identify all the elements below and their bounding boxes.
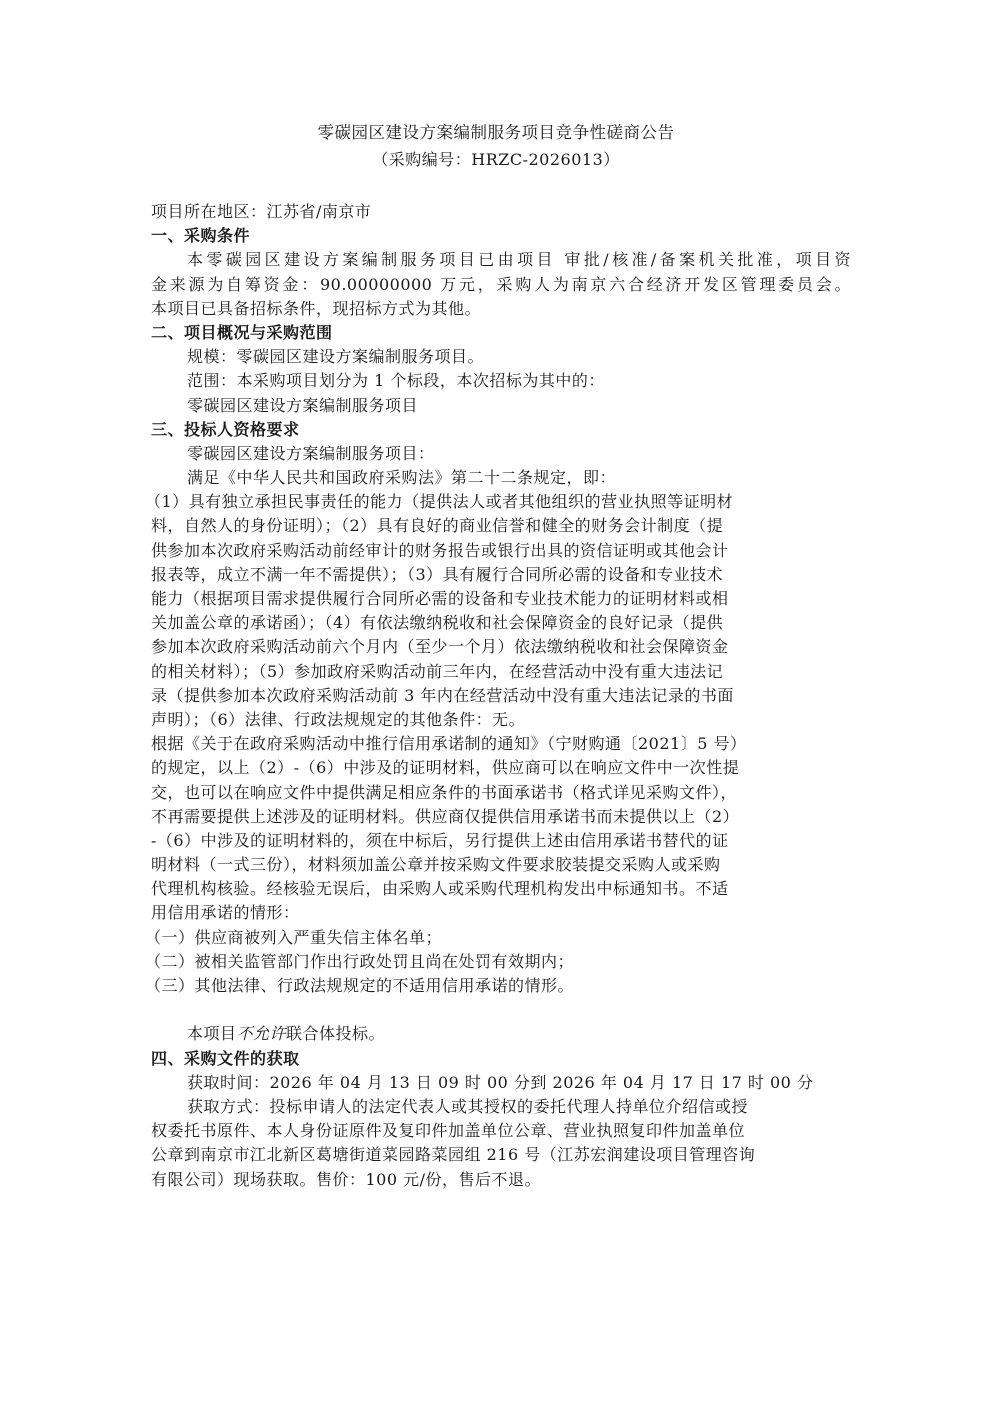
page-title: 零碳园区建设方案编制服务项目竞争性磋商公告 — [317, 123, 675, 142]
paragraph-line: 获取时间：2026 年 04 月 13 日 09 时 00 分到 2026 年 04 月 17 日 17 时 00 分 — [187, 1072, 814, 1092]
paragraph-line: 规模：零碳园区建设方案编制服务项目。 — [187, 347, 485, 367]
paragraph-line: 不再需要提供上述涉及的证明材料。供应商仅提供信用承诺书而未提供以上（2） — [151, 806, 740, 826]
paragraph-line: 获取方式：投标申请人的法定代表人或其授权的委托代理人持单位介绍信或授 — [187, 1096, 749, 1116]
paragraph-line: 本项目已具备招标条件，现招标方式为其他。 — [151, 298, 482, 318]
exclusion-item: （一）供应商被列入严重失信主体名单； — [145, 927, 443, 947]
paragraph-line: 的规定，以上（2）-（6）中涉及的证明材料，供应商可以在响应文件中一次性提 — [151, 758, 740, 778]
section-heading-project-overview: 二、项目概况与采购范围 — [151, 322, 333, 342]
paragraph-line: 根据《关于在政府采购活动中推行信用承诺制的通知》（宁财购通〔2021〕5 号） — [151, 734, 747, 754]
paragraph-line: 报表等，成立不满一年不需提供）；（3）具有履行合同所必需的设备和专业技术 — [151, 564, 724, 584]
paragraph-line: 参加本次政府采购活动前六个月内（至少一个月）依法缴纳税收和社会保障资金 — [151, 637, 729, 657]
paragraph-line: 范围：本采购项目划分为 1 个标段，本次招标为其中的： — [187, 371, 605, 391]
paragraph-line: 交，也可以在响应文件中提供满足相应条件的书面承诺书（格式详见采购文件）， — [151, 782, 738, 802]
consortium-suffix: 联合体投标。 — [286, 1024, 386, 1044]
paragraph-line: 零碳园区建设方案编制服务项目： — [187, 443, 435, 463]
paragraph-line: 本零碳园区建设方案编制服务项目已由项目 审批/核准/备案机关批准，项目资 — [187, 250, 851, 270]
paragraph-line: 有限公司）现场获取。售价：100 元/份，售后不退。 — [151, 1169, 542, 1189]
paragraph-line: 用信用承诺的情形： — [151, 903, 300, 923]
paragraph-line: 代理机构核验。经核验无误后，由采购人或采购代理机构发出中标通知书。不适 — [151, 879, 729, 899]
paragraph-line: （1）具有独立承担民事责任的能力（提供法人或者其他组织的营业执照等证明材 — [145, 492, 734, 512]
consortium-statement — [151, 1022, 851, 1046]
paragraph-line: 满足《中华人民共和国政府采购法》第二十二条规定，即： — [187, 468, 617, 488]
exclusion-item: （二）被相关监管部门作出行政处罚且尚在处罚有效期内； — [145, 951, 575, 971]
paragraph-line: -（6）中涉及的证明材料的，须在中标后，另行提供上述由信用承诺书替代的证 — [151, 830, 729, 850]
procurement-number: （采购编号：HRZC-2026013） — [372, 150, 620, 169]
paragraph-line: 权委托书原件、本人身份证原件及复印件加盖单位公章、营业执照复印件加盖单位 — [151, 1121, 746, 1141]
paragraph-line: 供参加本次政府采购活动前经审计的财务报告或银行出具的资信证明或其他会计 — [151, 540, 729, 560]
exclusion-item: （三）其他法律、行政法规规定的不适用信用承诺的情形。 — [145, 976, 575, 995]
consortium-prefix: 本项目 — [187, 1024, 237, 1044]
paragraph-line: 料，自然人的身份证明）；（2）具有良好的商业信誉和健全的财务会计制度（提 — [151, 516, 724, 536]
paragraph-line: 能力（根据项目需求提供履行合同所必需的设备和专业技术能力的证明材料或相 — [151, 589, 729, 608]
paragraph-line: 金来源为自筹资金：90.00000000 万元，采购人为南京六合经济开发区管理委员会。 — [151, 274, 851, 294]
project-location: 项目所在地区：江苏省/南京市 — [151, 202, 372, 221]
paragraph-line: 关加盖公章的承诺函）；（4）有依法缴纳税收和社会保障资金的良好记录（提供 — [151, 613, 724, 633]
document-body — [145, 200, 851, 1192]
paragraph-line: 的相关材料）；（5）参加政府采购活动前三年内，在经营活动中没有重大违法记 — [151, 661, 724, 681]
paragraph-line: 公章到南京市江北新区葛塘街道菜园路菜园组 216 号（江苏宏润建设项目管理咨询 — [151, 1145, 756, 1165]
consortium-emphasis: 不允许 — [236, 1024, 287, 1044]
paragraph-line: 明材料（一式三份），材料须加盖公章并按采购文件要求胶装提交采购人或采购 — [151, 855, 721, 875]
section-heading-bidder-qualifications: 三、投标人资格要求 — [151, 419, 300, 439]
paragraph-line: 零碳园区建设方案编制服务项目 — [187, 395, 419, 415]
section-heading-document-acquisition: 四、采购文件的获取 — [151, 1048, 300, 1068]
blank-line — [151, 998, 851, 1022]
paragraph-line: 录（提供参加本次政府采购活动前 3 年内在经营活动中没有重大违法记录的书面 — [151, 685, 734, 705]
paragraph-line: 声明）；（6）法律、行政法规规定的其他条件：无。 — [151, 709, 526, 729]
section-heading-procurement-conditions: 一、采购条件 — [151, 226, 251, 246]
